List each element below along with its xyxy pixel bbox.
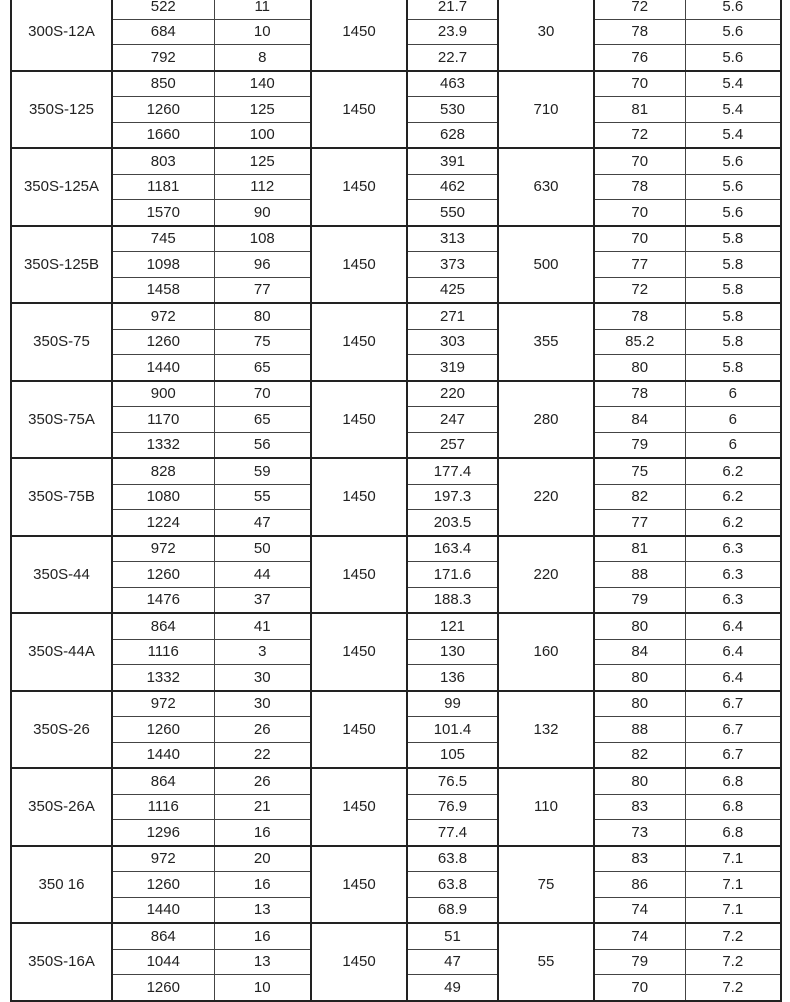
efficiency-cell: 78 xyxy=(594,381,685,407)
flow-cell: 1080 xyxy=(112,484,214,510)
npsh-cell: 6.3 xyxy=(685,536,781,562)
efficiency-cell: 80 xyxy=(594,665,685,691)
model-cell: 350S-16A xyxy=(11,923,112,1001)
efficiency-cell: 79 xyxy=(594,587,685,613)
head-cell: 13 xyxy=(214,949,311,975)
efficiency-cell: 75 xyxy=(594,458,685,484)
speed-cell: 1450 xyxy=(311,0,407,71)
head-cell: 65 xyxy=(214,355,311,381)
power-cell: 63.8 xyxy=(407,872,498,898)
npsh-cell: 7.2 xyxy=(685,975,781,1001)
power-cell: 220 xyxy=(407,381,498,407)
power-cell: 203.5 xyxy=(407,510,498,536)
head-cell: 16 xyxy=(214,923,311,949)
npsh-cell: 5.4 xyxy=(685,122,781,148)
power-cell: 247 xyxy=(407,407,498,433)
power-cell: 77.4 xyxy=(407,820,498,846)
head-cell: 100 xyxy=(214,122,311,148)
head-cell: 96 xyxy=(214,252,311,278)
flow-cell: 1260 xyxy=(112,329,214,355)
model-cell: 350S-75B xyxy=(11,458,112,536)
head-cell: 30 xyxy=(214,665,311,691)
power-cell: 197.3 xyxy=(407,484,498,510)
flow-cell: 972 xyxy=(112,303,214,329)
speed-cell: 1450 xyxy=(311,923,407,1001)
motor-power-cell: 500 xyxy=(498,226,594,304)
flow-cell: 972 xyxy=(112,846,214,872)
npsh-cell: 7.1 xyxy=(685,846,781,872)
flow-cell: 972 xyxy=(112,536,214,562)
head-cell: 44 xyxy=(214,562,311,588)
efficiency-cell: 77 xyxy=(594,252,685,278)
power-cell: 550 xyxy=(407,200,498,226)
power-cell: 391 xyxy=(407,148,498,174)
table-row xyxy=(11,381,781,407)
speed-cell: 1450 xyxy=(311,768,407,846)
head-cell: 21 xyxy=(214,794,311,820)
motor-power-cell: 30 xyxy=(498,0,594,71)
npsh-cell: 6.4 xyxy=(685,639,781,665)
npsh-cell: 6.7 xyxy=(685,717,781,743)
head-cell: 90 xyxy=(214,200,311,226)
head-cell: 77 xyxy=(214,277,311,303)
efficiency-cell: 81 xyxy=(594,536,685,562)
speed-cell: 1450 xyxy=(311,303,407,381)
power-cell: 319 xyxy=(407,355,498,381)
power-cell: 373 xyxy=(407,252,498,278)
model-cell: 350S-125 xyxy=(11,71,112,149)
flow-cell: 1098 xyxy=(112,252,214,278)
power-cell: 628 xyxy=(407,122,498,148)
speed-cell: 1450 xyxy=(311,148,407,226)
power-cell: 68.9 xyxy=(407,897,498,923)
efficiency-cell: 74 xyxy=(594,897,685,923)
efficiency-cell: 80 xyxy=(594,768,685,794)
npsh-cell: 6.3 xyxy=(685,562,781,588)
npsh-cell: 5.4 xyxy=(685,97,781,123)
table-row xyxy=(11,148,781,174)
npsh-cell: 5.8 xyxy=(685,226,781,252)
npsh-cell: 6.8 xyxy=(685,820,781,846)
efficiency-cell: 70 xyxy=(594,200,685,226)
power-cell: 130 xyxy=(407,639,498,665)
speed-cell: 1450 xyxy=(311,71,407,149)
flow-cell: 1260 xyxy=(112,717,214,743)
power-cell: 47 xyxy=(407,949,498,975)
flow-cell: 828 xyxy=(112,458,214,484)
npsh-cell: 6.8 xyxy=(685,768,781,794)
efficiency-cell: 80 xyxy=(594,691,685,717)
motor-power-cell: 75 xyxy=(498,846,594,924)
efficiency-cell: 76 xyxy=(594,45,685,71)
head-cell: 3 xyxy=(214,639,311,665)
head-cell: 37 xyxy=(214,587,311,613)
power-cell: 530 xyxy=(407,97,498,123)
flow-cell: 522 xyxy=(112,0,214,19)
power-cell: 21.7 xyxy=(407,0,498,19)
efficiency-cell: 78 xyxy=(594,174,685,200)
efficiency-cell: 80 xyxy=(594,355,685,381)
table-row xyxy=(11,846,781,872)
flow-cell: 850 xyxy=(112,71,214,97)
motor-power-cell: 280 xyxy=(498,381,594,459)
npsh-cell: 5.8 xyxy=(685,252,781,278)
motor-power-cell: 55 xyxy=(498,923,594,1001)
npsh-cell: 7.1 xyxy=(685,872,781,898)
npsh-cell: 7.2 xyxy=(685,949,781,975)
head-cell: 16 xyxy=(214,872,311,898)
head-cell: 26 xyxy=(214,717,311,743)
efficiency-cell: 84 xyxy=(594,639,685,665)
power-cell: 63.8 xyxy=(407,846,498,872)
npsh-cell: 5.6 xyxy=(685,200,781,226)
efficiency-cell: 70 xyxy=(594,975,685,1001)
speed-cell: 1450 xyxy=(311,226,407,304)
npsh-cell: 5.6 xyxy=(685,19,781,45)
speed-cell: 1450 xyxy=(311,613,407,691)
efficiency-cell: 74 xyxy=(594,923,685,949)
efficiency-cell: 70 xyxy=(594,71,685,97)
pump-spec-table-container xyxy=(10,0,782,1002)
npsh-cell: 5.8 xyxy=(685,277,781,303)
head-cell: 70 xyxy=(214,381,311,407)
table-row xyxy=(11,226,781,252)
npsh-cell: 6 xyxy=(685,432,781,458)
model-cell: 300S-12A xyxy=(11,0,112,71)
efficiency-cell: 70 xyxy=(594,226,685,252)
npsh-cell: 5.8 xyxy=(685,303,781,329)
power-cell: 462 xyxy=(407,174,498,200)
head-cell: 22 xyxy=(214,742,311,768)
flow-cell: 1570 xyxy=(112,200,214,226)
flow-cell: 1260 xyxy=(112,97,214,123)
head-cell: 30 xyxy=(214,691,311,717)
table-row xyxy=(11,71,781,97)
npsh-cell: 6.4 xyxy=(685,665,781,691)
flow-cell: 1332 xyxy=(112,432,214,458)
power-cell: 177.4 xyxy=(407,458,498,484)
npsh-cell: 5.6 xyxy=(685,45,781,71)
npsh-cell: 5.8 xyxy=(685,329,781,355)
motor-power-cell: 110 xyxy=(498,768,594,846)
efficiency-cell: 81 xyxy=(594,97,685,123)
flow-cell: 1224 xyxy=(112,510,214,536)
table-row xyxy=(11,768,781,794)
flow-cell: 1260 xyxy=(112,975,214,1001)
model-cell: 350S-125A xyxy=(11,148,112,226)
power-cell: 51 xyxy=(407,923,498,949)
efficiency-cell: 84 xyxy=(594,407,685,433)
power-cell: 76.9 xyxy=(407,794,498,820)
flow-cell: 972 xyxy=(112,691,214,717)
head-cell: 50 xyxy=(214,536,311,562)
power-cell: 188.3 xyxy=(407,587,498,613)
flow-cell: 1296 xyxy=(112,820,214,846)
efficiency-cell: 86 xyxy=(594,872,685,898)
power-cell: 99 xyxy=(407,691,498,717)
speed-cell: 1450 xyxy=(311,458,407,536)
speed-cell: 1450 xyxy=(311,691,407,769)
power-cell: 271 xyxy=(407,303,498,329)
efficiency-cell: 80 xyxy=(594,613,685,639)
flow-cell: 1332 xyxy=(112,665,214,691)
power-cell: 171.6 xyxy=(407,562,498,588)
efficiency-cell: 83 xyxy=(594,794,685,820)
head-cell: 112 xyxy=(214,174,311,200)
flow-cell: 745 xyxy=(112,226,214,252)
flow-cell: 1660 xyxy=(112,122,214,148)
head-cell: 125 xyxy=(214,97,311,123)
npsh-cell: 6.8 xyxy=(685,794,781,820)
table-row xyxy=(11,536,781,562)
model-cell: 350 16 xyxy=(11,846,112,924)
flow-cell: 1476 xyxy=(112,587,214,613)
flow-cell: 1440 xyxy=(112,897,214,923)
npsh-cell: 5.4 xyxy=(685,71,781,97)
table-body xyxy=(11,0,781,1001)
npsh-cell: 6 xyxy=(685,381,781,407)
npsh-cell: 7.2 xyxy=(685,923,781,949)
flow-cell: 864 xyxy=(112,613,214,639)
head-cell: 13 xyxy=(214,897,311,923)
efficiency-cell: 83 xyxy=(594,846,685,872)
power-cell: 257 xyxy=(407,432,498,458)
efficiency-cell: 78 xyxy=(594,303,685,329)
table-row xyxy=(11,613,781,639)
flow-cell: 1181 xyxy=(112,174,214,200)
model-cell: 350S-75A xyxy=(11,381,112,459)
npsh-cell: 5.6 xyxy=(685,0,781,19)
power-cell: 105 xyxy=(407,742,498,768)
efficiency-cell: 79 xyxy=(594,949,685,975)
head-cell: 80 xyxy=(214,303,311,329)
motor-power-cell: 220 xyxy=(498,536,594,614)
table-row xyxy=(11,691,781,717)
motor-power-cell: 220 xyxy=(498,458,594,536)
motor-power-cell: 132 xyxy=(498,691,594,769)
model-cell: 350S-44A xyxy=(11,613,112,691)
flow-cell: 1458 xyxy=(112,277,214,303)
power-cell: 163.4 xyxy=(407,536,498,562)
head-cell: 56 xyxy=(214,432,311,458)
head-cell: 16 xyxy=(214,820,311,846)
efficiency-cell: 72 xyxy=(594,122,685,148)
power-cell: 121 xyxy=(407,613,498,639)
power-cell: 136 xyxy=(407,665,498,691)
model-cell: 350S-75 xyxy=(11,303,112,381)
npsh-cell: 6.2 xyxy=(685,458,781,484)
power-cell: 101.4 xyxy=(407,717,498,743)
power-cell: 303 xyxy=(407,329,498,355)
npsh-cell: 6.7 xyxy=(685,691,781,717)
model-cell: 350S-26A xyxy=(11,768,112,846)
flow-cell: 1260 xyxy=(112,872,214,898)
flow-cell: 803 xyxy=(112,148,214,174)
model-cell: 350S-26 xyxy=(11,691,112,769)
pump-spec-table xyxy=(10,0,782,1002)
motor-power-cell: 355 xyxy=(498,303,594,381)
head-cell: 55 xyxy=(214,484,311,510)
efficiency-cell: 72 xyxy=(594,277,685,303)
head-cell: 10 xyxy=(214,975,311,1001)
efficiency-cell: 88 xyxy=(594,717,685,743)
efficiency-cell: 82 xyxy=(594,742,685,768)
npsh-cell: 6 xyxy=(685,407,781,433)
flow-cell: 900 xyxy=(112,381,214,407)
motor-power-cell: 160 xyxy=(498,613,594,691)
head-cell: 75 xyxy=(214,329,311,355)
head-cell: 41 xyxy=(214,613,311,639)
speed-cell: 1450 xyxy=(311,536,407,614)
npsh-cell: 6.3 xyxy=(685,587,781,613)
npsh-cell: 5.6 xyxy=(685,174,781,200)
power-cell: 463 xyxy=(407,71,498,97)
npsh-cell: 5.8 xyxy=(685,355,781,381)
flow-cell: 1260 xyxy=(112,562,214,588)
flow-cell: 684 xyxy=(112,19,214,45)
motor-power-cell: 710 xyxy=(498,71,594,149)
speed-cell: 1450 xyxy=(311,846,407,924)
flow-cell: 1116 xyxy=(112,639,214,665)
model-cell: 350S-125B xyxy=(11,226,112,304)
npsh-cell: 6.2 xyxy=(685,484,781,510)
efficiency-cell: 72 xyxy=(594,0,685,19)
efficiency-cell: 70 xyxy=(594,148,685,174)
efficiency-cell: 88 xyxy=(594,562,685,588)
flow-cell: 864 xyxy=(112,768,214,794)
efficiency-cell: 73 xyxy=(594,820,685,846)
head-cell: 108 xyxy=(214,226,311,252)
power-cell: 23.9 xyxy=(407,19,498,45)
head-cell: 47 xyxy=(214,510,311,536)
table-row xyxy=(11,0,781,19)
efficiency-cell: 85.2 xyxy=(594,329,685,355)
efficiency-cell: 82 xyxy=(594,484,685,510)
flow-cell: 792 xyxy=(112,45,214,71)
head-cell: 59 xyxy=(214,458,311,484)
flow-cell: 1116 xyxy=(112,794,214,820)
efficiency-cell: 79 xyxy=(594,432,685,458)
head-cell: 10 xyxy=(214,19,311,45)
motor-power-cell: 630 xyxy=(498,148,594,226)
efficiency-cell: 77 xyxy=(594,510,685,536)
npsh-cell: 5.6 xyxy=(685,148,781,174)
power-cell: 22.7 xyxy=(407,45,498,71)
head-cell: 20 xyxy=(214,846,311,872)
npsh-cell: 6.4 xyxy=(685,613,781,639)
table-row xyxy=(11,303,781,329)
power-cell: 76.5 xyxy=(407,768,498,794)
flow-cell: 1440 xyxy=(112,355,214,381)
model-cell: 350S-44 xyxy=(11,536,112,614)
npsh-cell: 6.7 xyxy=(685,742,781,768)
flow-cell: 1440 xyxy=(112,742,214,768)
npsh-cell: 7.1 xyxy=(685,897,781,923)
head-cell: 8 xyxy=(214,45,311,71)
npsh-cell: 6.2 xyxy=(685,510,781,536)
flow-cell: 864 xyxy=(112,923,214,949)
efficiency-cell: 78 xyxy=(594,19,685,45)
head-cell: 26 xyxy=(214,768,311,794)
flow-cell: 1170 xyxy=(112,407,214,433)
head-cell: 11 xyxy=(214,0,311,19)
power-cell: 425 xyxy=(407,277,498,303)
head-cell: 65 xyxy=(214,407,311,433)
flow-cell: 1044 xyxy=(112,949,214,975)
head-cell: 140 xyxy=(214,71,311,97)
table-row xyxy=(11,458,781,484)
power-cell: 49 xyxy=(407,975,498,1001)
head-cell: 125 xyxy=(214,148,311,174)
table-row xyxy=(11,923,781,949)
speed-cell: 1450 xyxy=(311,381,407,459)
power-cell: 313 xyxy=(407,226,498,252)
